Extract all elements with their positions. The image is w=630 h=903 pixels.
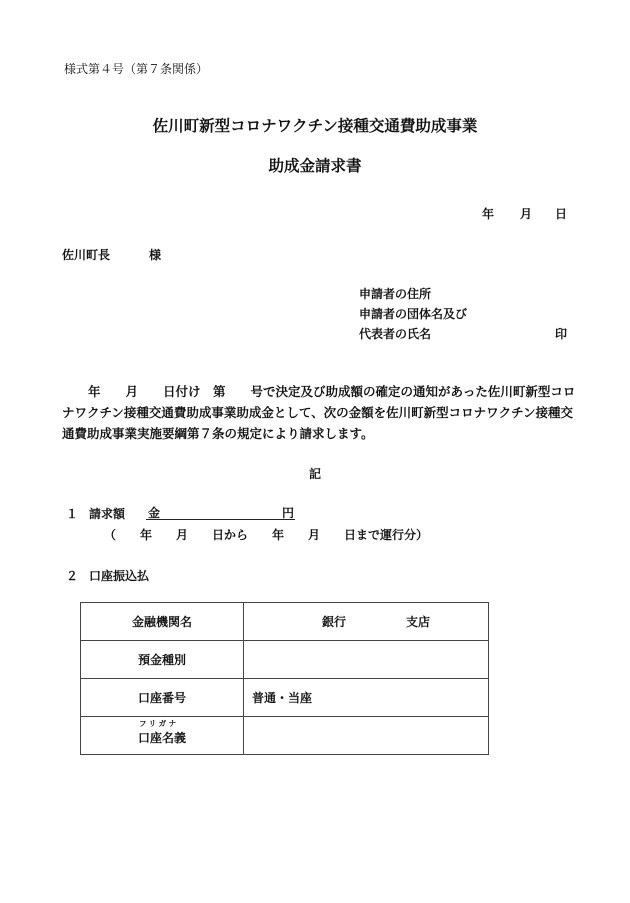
kin-label: 金 xyxy=(148,506,161,520)
account-holder-label-wrap xyxy=(137,719,186,746)
ki-mark: 記 xyxy=(309,467,322,481)
addressee-name: 佐川町長 xyxy=(62,248,111,262)
body-line-2: ナワクチン接種交通費助成事業助成金として、次の金額を佐川町新型コロナワクチン接種交 xyxy=(62,405,574,420)
amount-field[interactable] xyxy=(146,504,295,520)
table-row xyxy=(81,641,489,679)
account-number-field[interactable]: 普通・当座 xyxy=(244,679,489,717)
date-month: 月 xyxy=(520,207,533,221)
body-line-1: 年 月 日付け 第 号で決定及び助成額の確定の通知があった佐川町新型コロ xyxy=(88,384,576,399)
bank-name-field[interactable]: 銀行 支店 xyxy=(244,603,489,641)
applicant-address-label: 申請者の住所 xyxy=(359,287,432,301)
account-number-label: 口座番号 xyxy=(81,679,244,717)
bank-name-label: 金融機関名 xyxy=(81,603,244,641)
applicant-org-label: 申請者の団体名及び xyxy=(359,307,468,321)
yen-label: 円 xyxy=(282,506,295,520)
table-row xyxy=(81,603,489,641)
item-1-number: １ xyxy=(66,507,79,521)
bank-account-table xyxy=(80,602,489,755)
item-1-label: 請求額 xyxy=(89,507,126,521)
addressee-honorific: 様 xyxy=(149,248,162,262)
document-title: 佐川町新型コロナワクチン接種交通費助成事業 xyxy=(152,117,478,135)
table-row xyxy=(81,717,489,755)
form-number: 様式第４号（第７条関係） xyxy=(64,62,209,76)
operation-period: （ 年 月 日から 年 月 日まで運行分） xyxy=(104,528,429,542)
account-holder-field[interactable] xyxy=(244,717,489,755)
item-2-label: 口座振込払 xyxy=(89,569,150,583)
applicant-rep-label: 代表者の氏名 xyxy=(359,327,432,341)
deposit-type-label: 預金種別 xyxy=(81,641,244,679)
account-holder-label: 口座名義 xyxy=(137,731,186,745)
furigana-ruby: フリガナ xyxy=(138,719,179,728)
item-2-number: ２ xyxy=(66,569,79,583)
body-line-3: 通費助成事業実施要綱第７条の規定により請求します。 xyxy=(62,426,374,441)
deposit-type-field[interactable] xyxy=(244,641,489,679)
document-subtitle: 助成金請求書 xyxy=(268,157,362,175)
seal-mark: 印 xyxy=(555,327,568,341)
date-year: 年 xyxy=(482,207,495,221)
table-row xyxy=(81,679,489,717)
date-day: 日 xyxy=(555,207,568,221)
account-holder-cell xyxy=(81,717,244,755)
